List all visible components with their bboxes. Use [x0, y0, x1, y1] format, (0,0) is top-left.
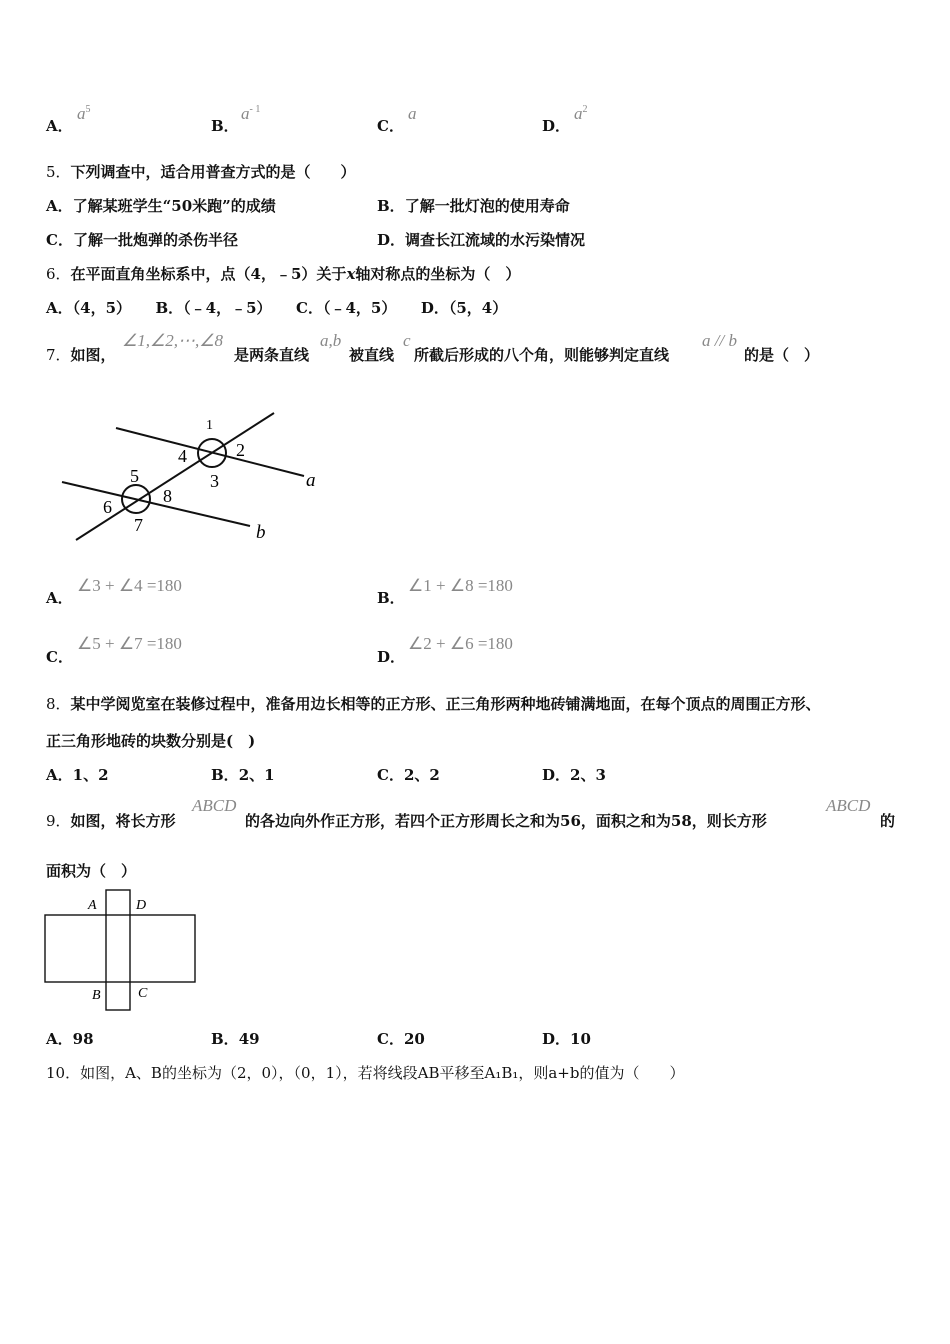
q5-option-d: D．调查长江流域的水污染情况 — [377, 231, 586, 249]
q9-text-3: 的 — [880, 812, 896, 830]
q8-stem-line2: 正三角形地砖的块数分别是( ) — [46, 732, 256, 750]
angle-label-3: 3 — [210, 471, 219, 491]
q7-text-5: 的是（ ） — [744, 346, 820, 364]
q9-text-1: 9．如图，将长方形 — [46, 812, 176, 830]
vertex-label-d: D — [136, 898, 147, 913]
vertex-label-c: C — [138, 986, 148, 1001]
q9-stem-line2: 面积为（ ） — [46, 862, 137, 880]
angle-label-8: 8 — [163, 486, 172, 506]
q9-option-b: B．49 — [211, 1030, 260, 1048]
q8-option-a: A．1、2 — [46, 766, 109, 784]
vertex-label-b: B — [92, 988, 101, 1003]
q4-option-b-math: $a^{- 1}$ — [241, 104, 261, 123]
q5-option-b: B．了解一批灯泡的使用寿命 — [377, 197, 570, 215]
q7-option-a-letter: A． — [46, 589, 73, 607]
q9-option-a: A．98 — [46, 1030, 94, 1048]
q7-number: 7．如图， — [46, 346, 116, 364]
horizontal-rectangle — [45, 915, 195, 982]
angle-label-2: 2 — [236, 440, 245, 460]
q7-text-2: 是两条直线 — [234, 346, 310, 364]
q9-text-2: 的各边向外作正方形，若四个正方形周长之和为56，面积之和为58，则长方形 — [245, 812, 767, 830]
q7-option-b-math: ∠1 + ∠8 =180 — [408, 576, 513, 595]
q6-options: A．（4，5） B．（﹣4，﹣5） C．（﹣4，5） D．（5，4） — [46, 299, 508, 317]
q7-text-4: 所截后形成的八个角，则能够判定直线 — [414, 346, 670, 364]
q9-option-d: D．10 — [542, 1030, 591, 1048]
q7-option-c-letter: C． — [46, 648, 73, 666]
q4-option-c: C． — [377, 117, 404, 135]
q7-math-c: c — [403, 331, 411, 350]
q7-math-angles: ∠1,∠2,⋯,∠8 — [122, 331, 223, 350]
q7-math-parallel: a // b — [702, 331, 737, 350]
q10-stem: 10．如图，A、B的坐标为（2，0），（0，1），若将线段AB平移至A₁B₁，则a+b的值为（ ） — [46, 1064, 685, 1082]
q7-option-a-math: ∠3 + ∠4 =180 — [77, 576, 182, 595]
angle-label-7: 7 — [134, 515, 143, 535]
vertical-rectangle — [106, 890, 130, 1010]
q4-option-b: B． — [211, 117, 239, 135]
q4-option-a-math: $a^5$ — [77, 104, 91, 123]
q7-option-b-letter: B． — [377, 589, 405, 607]
q7-option-d-math: ∠2 + ∠6 =180 — [408, 634, 513, 653]
angle-label-4: 4 — [178, 446, 187, 466]
angle-label-6: 6 — [103, 497, 112, 517]
q8-stem-line1: 8．某中学阅览室在装修过程中，准备用边长相等的正方形、正三角形两种地砖铺满地面，在每个顶点的周围正方形、 — [46, 695, 821, 713]
q5-stem: 5．下列调查中，适合用普查方式的是（ ） — [46, 163, 356, 181]
q9-math-abcd-2: ABCD — [826, 796, 871, 815]
angle-label-1: 1 — [206, 418, 213, 433]
q9-math-abcd-1: ABCD — [192, 796, 237, 815]
q5-option-c: C．了解一批炮弹的杀伤半径 — [46, 231, 238, 249]
q8-option-c: C．2、2 — [377, 766, 440, 784]
q8-option-d: D．2、3 — [542, 766, 606, 784]
q4-option-d-math: $a^2$ — [574, 104, 588, 123]
q9-figure — [44, 888, 199, 1014]
line-a — [116, 428, 304, 476]
q4-option-d: D． — [542, 117, 571, 135]
q7-option-d-letter: D． — [377, 648, 406, 666]
q7-math-ab: a,b — [320, 331, 342, 350]
q7-figure — [50, 405, 340, 550]
q7-option-c-math: ∠5 + ∠7 =180 — [77, 634, 182, 653]
q7-text-3: 被直线 — [349, 346, 395, 364]
q9-option-c: C．20 — [377, 1030, 425, 1048]
q5-option-a: A．了解某班学生“50米跑”的成绩 — [46, 197, 276, 215]
angle-label-5: 5 — [130, 466, 139, 486]
q6-stem: 6．在平面直角坐标系中，点（4，﹣5）关于x轴对称点的坐标为（ ） — [46, 265, 521, 283]
q8-option-b: B．2、1 — [211, 766, 275, 784]
q4-option-c-math: a — [408, 104, 417, 123]
line-c — [76, 413, 274, 540]
line-label-b: b — [256, 522, 266, 543]
line-label-a: a — [306, 470, 316, 491]
q4-option-a: A． — [46, 117, 73, 135]
vertex-label-a: A — [88, 898, 97, 913]
